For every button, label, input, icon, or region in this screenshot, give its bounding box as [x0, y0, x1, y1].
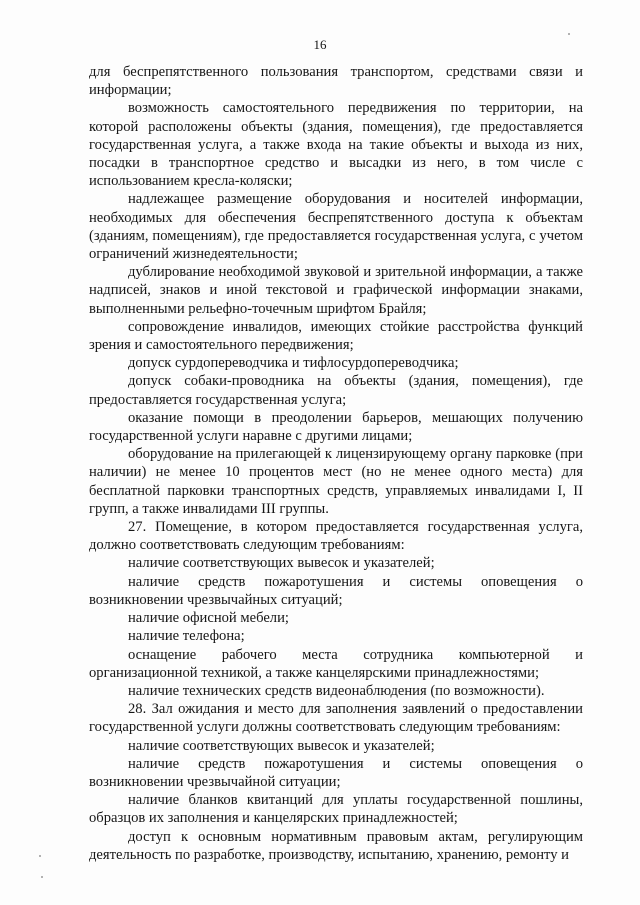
page-number: 16 [313, 37, 327, 52]
paragraph: наличие телефона; [128, 628, 245, 645]
paragraph: наличие соответствующих вывесок и указателей; [128, 555, 435, 572]
paragraph: надлежащее размещение оборудования и носителей информации, необходимых для обеспечения беспрепятственного доступа к объектам (зданиям, помещениям), где предоставляется государственная услуга, с учетом ограничений жизнедеятельности; [89, 191, 583, 263]
paragraph: для беспрепятственного пользования транспортом, средствами связи и информации; [89, 64, 583, 99]
paragraph: 27. Помещение, в котором предоставляется государственная услуга, должно соответствовать следующим требованиям: [89, 519, 583, 554]
paragraph: допуск сурдопереводчика и тифлосурдопереводчика; [128, 355, 459, 372]
paragraph: наличие бланков квитанций для уплаты государственной пошлины, образцов их заполнения и канцелярских принадлежностей; [89, 792, 583, 827]
paragraph: наличие соответствующих вывесок и указателей; [128, 737, 435, 754]
paragraph: возможность самостоятельного передвижения по территории, на которой расположены объекты (здания, помещения), где предоставляется государственная услуга, а также входа на такие объекты и выхода из них, посадки в транспортное средство и высадки из него, в том числе с использованием кресла-коляски; [89, 100, 583, 190]
paragraph: 28. Зал ожидания и место для заполнения заявлений о предоставлении государственной услуги должны соответствовать следующим требованиям: [89, 701, 583, 736]
scan-speck [568, 33, 570, 35]
paragraph: допуск собаки-проводника на объекты (здания, помещения), где предоставляется государственная услуга; [89, 373, 583, 408]
paragraph: оснащение рабочего места сотрудника компьютерной и организационной техникой, а также канцелярскими принадлежностями; [89, 646, 583, 681]
paragraph: наличие офисной мебели; [128, 610, 289, 627]
paragraph: наличие средств пожаротушения и системы оповещения о возникновении чрезвычайной ситуации; [89, 755, 583, 790]
paragraph: оборудование на прилегающей к лицензирующему органу парковке (при наличии) не менее 10 процентов мест (но не менее одного места) для бесплатной парковки транспортных средств, управляемых инвалидами I, II групп, а также инвалидами III группы. [89, 446, 583, 517]
paragraph: дублирование необходимой звуковой и зрительной информации, а также надписей, знаков и иной текстовой и графической информации знаками, выполненными рельефно-точечным шрифтом Брайля; [89, 264, 583, 317]
paragraph: сопровождение инвалидов, имеющих стойкие расстройства функций зрения и самостоятельного передвижения; [89, 318, 583, 354]
paragraph: доступ к основным нормативным правовым актам, регулирующим деятельность по разработке, производству, испытанию, хранению, ремонту и [89, 828, 583, 863]
paragraph: оказание помощи в преодолении барьеров, мешающих получению государственной услуги наравне с другими лицами; [89, 409, 583, 445]
scan-speck [41, 876, 43, 878]
scan-speck [39, 855, 41, 857]
document-body [89, 63, 583, 864]
paragraph: наличие технических средств видеонаблюдения (по возможности). [128, 682, 545, 699]
paragraph: наличие средств пожаротушения и системы оповещения о возникновении чрезвычайных ситуаций; [89, 573, 583, 608]
